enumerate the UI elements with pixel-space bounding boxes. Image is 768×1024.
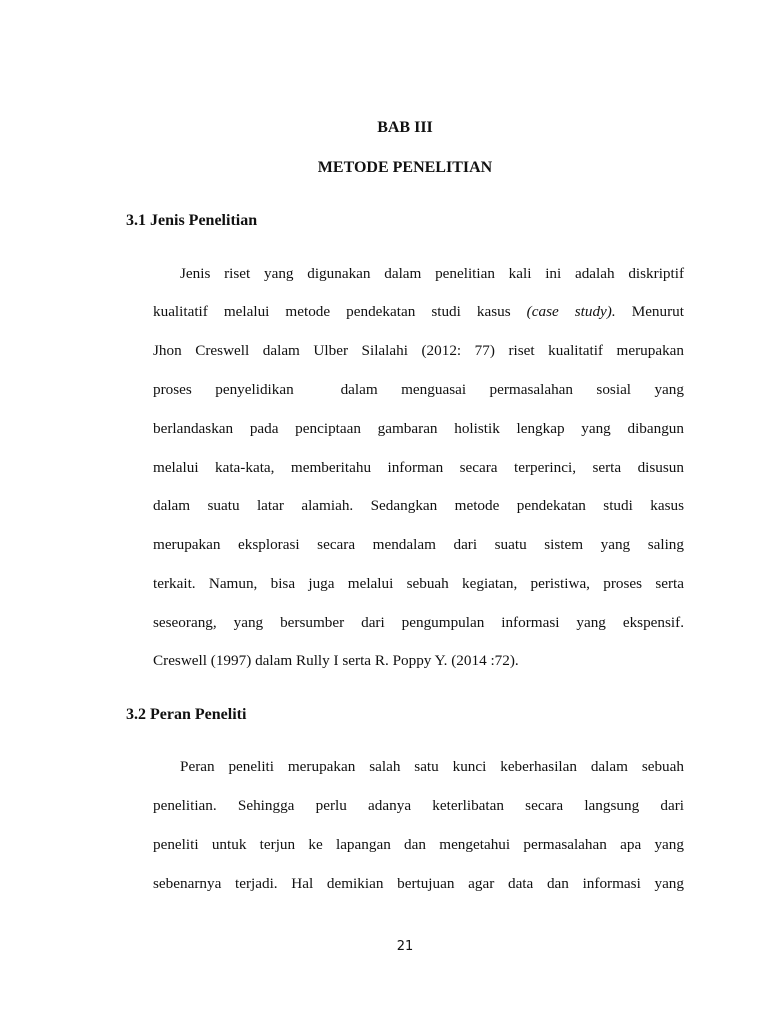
paragraph-line: seseorang, yang bersumber dari pengumpulan informasi yang ekspensif.	[153, 614, 684, 631]
paragraph-line: Peran peneliti merupakan salah satu kunci keberhasilan dalam sebuah	[180, 758, 684, 775]
paragraph-line: sebenarnya terjadi. Hal demikian bertujuan agar data dan informasi yang	[153, 875, 684, 892]
paragraph-line: peneliti untuk terjun ke lapangan dan mengetahui permasalahan apa yang	[153, 836, 684, 853]
paragraph-line: berlandaskan pada penciptaan gambaran holistik lengkap yang dibangun	[153, 420, 684, 437]
paragraph-line: dalam suatu latar alamiah. Sedangkan metode pendekatan studi kasus	[153, 497, 684, 514]
paragraph-line: Jenis riset yang digunakan dalam penelitian kali ini adalah diskriptif	[180, 265, 684, 282]
paragraph-line-text: Menurut	[631, 303, 684, 320]
paragraph-line: merupakan eksplorasi secara mendalam dari suatu sistem yang saling	[153, 536, 684, 553]
section-heading-3-1: 3.1 Jenis Penelitian	[126, 212, 258, 229]
paragraph-line: Jhon Creswell dalam Ulber Silalahi (2012: 77) riset kualitatif merupakan	[153, 342, 684, 359]
paragraph-line: proses penyelidikan dalam menguasai permasalahan sosial yang	[153, 381, 684, 398]
page-number: 21	[396, 939, 414, 954]
paragraph-line	[153, 302, 684, 322]
chapter-label: BAB III	[377, 119, 433, 136]
paragraph-line: terkait. Namun, bisa juga melalui sebuah kegiatan, peristiwa, proses serta	[153, 575, 684, 592]
section-heading-3-2: 3.2 Peran Peneliti	[126, 706, 247, 723]
paragraph-line: penelitian. Sehingga perlu adanya keterlibatan secara langsung dari	[153, 797, 684, 814]
paragraph-line-text: kualitatif melalui metode pendekatan studi kasus	[153, 303, 511, 320]
chapter-title: METODE PENELITIAN	[317, 159, 493, 176]
paragraph-line: melalui kata-kata, memberitahu informan secara terperinci, serta disusun	[153, 459, 684, 476]
italic-term: (case study).	[526, 303, 616, 320]
paragraph-line: Creswell (1997) dalam Rully I serta R. Poppy Y. (2014 :72).	[153, 652, 519, 669]
